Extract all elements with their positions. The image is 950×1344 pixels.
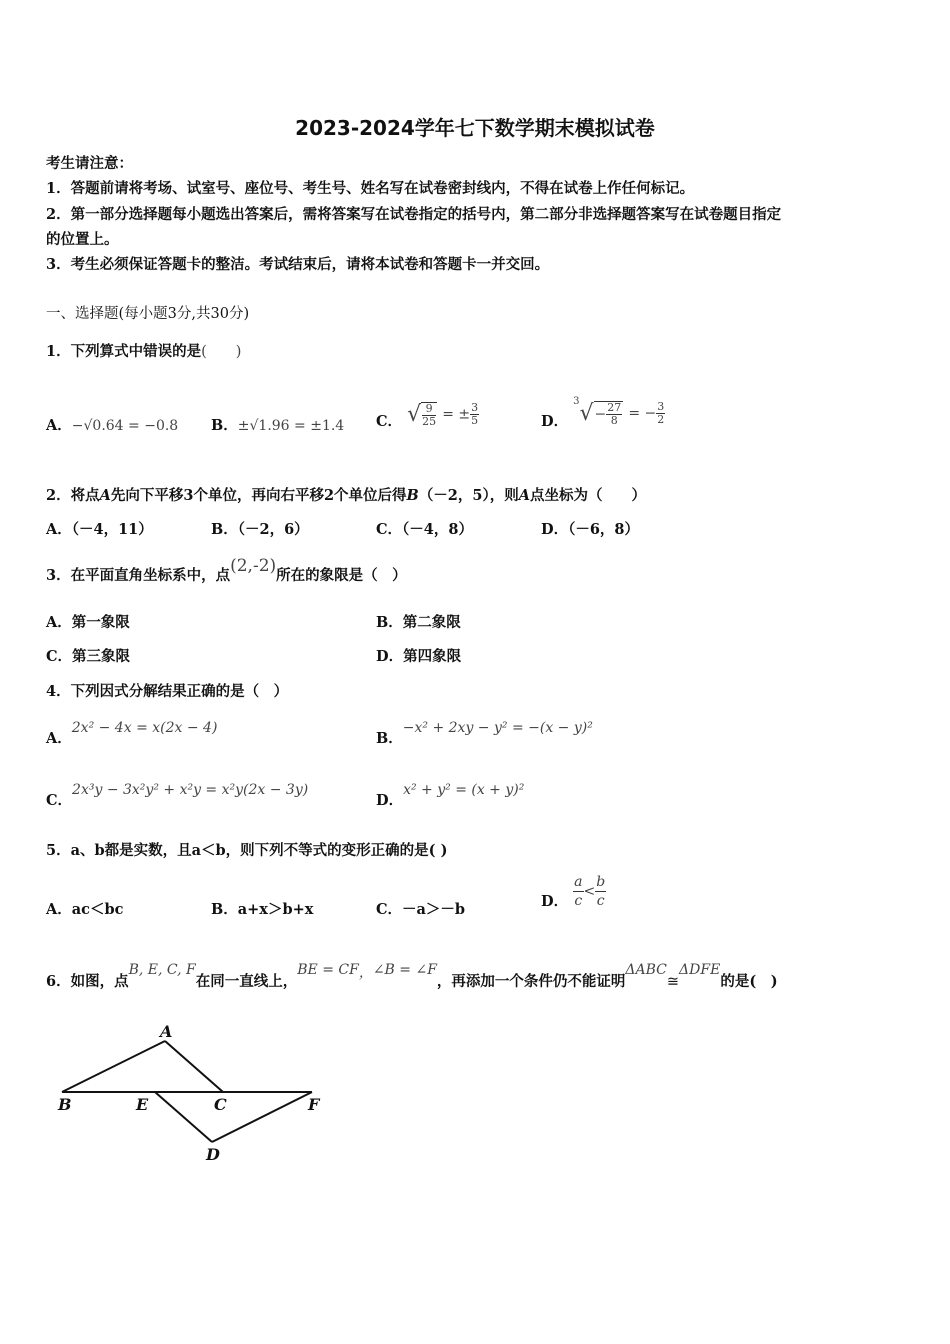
page-title: 2023-2024学年七下数学期末模拟试卷 [295, 116, 655, 140]
q4-d-formula: x² + y² = (x + y)² [403, 782, 525, 798]
q5-option-d: D． $\frac{a}{c}$ < $\frac{b}{c}$ [541, 874, 606, 910]
q4-option-d: D．x² + y² = (x + y)² [376, 782, 525, 809]
q3-stem: 3．在平面直角坐标系中，点(2,-2)所在的象限是（ ） [46, 556, 407, 584]
q6-stem: 6．如图，点B, E, C, F在同一直线上，BE = CF，∠B = ∠F，再添加一个条件仍不能证明ΔABC≅ΔDFE的是( ) [46, 962, 778, 990]
notice-item-2: 2．第一部分选择题每小题选出答案后，需将答案写在试卷指定的括号内，第二部分非选择题答案写在试卷题目指定 [46, 206, 782, 223]
q2-stem: 2．将点A先向下平移3个单位，再向右平移2个单位后得B（－2，5），则A点坐标为（ ） [46, 487, 647, 504]
label-e: E [136, 1095, 149, 1114]
q1-option-a: A．−√0.64 = −0.8 [46, 417, 179, 434]
q3-option-a: A．第一象限 [46, 614, 130, 631]
label-c: C [214, 1095, 227, 1114]
q3-option-b: B．第二象限 [376, 614, 461, 631]
q1-option-d: D． $^3$√− $\frac{27}{8}$ = − $\frac{3}{2}$ [541, 396, 665, 430]
q1-option-b: B．±√1.96 = ±1.4 [211, 417, 345, 434]
q2-option-a: A．（－4，11） [46, 521, 153, 538]
q1-a-formula: −√0.64 = −0.8 [71, 418, 179, 434]
q2-option-d: D．（－6，8） [541, 521, 640, 538]
q4-option-b: B．−x² + 2xy − y² = −(x − y)² [376, 720, 593, 747]
q4-a-formula: 2x² − 4x = x(2x − 4) [71, 720, 218, 736]
notice-item-1: 1．答题前请将考场、试室号、座位号、考生号、姓名写在试卷密封线内，不得在试卷上作任何标记。 [46, 180, 695, 197]
label-d: D [206, 1145, 220, 1164]
q1-paren: ( ) [201, 344, 242, 360]
label-a: A [160, 1022, 173, 1041]
q1-stem: 1．下列算式中错误的是( ) [46, 343, 242, 360]
notice-heading: 考生请注意： [46, 155, 133, 172]
q5-option-b: B．a+x＞b+x [211, 901, 314, 918]
segment-ac [165, 1041, 223, 1092]
q2-option-b: B．（－2，6） [211, 521, 309, 538]
geometry-figure [40, 1015, 340, 1170]
q3-option-d: D．第四象限 [376, 648, 462, 665]
q1-b-formula: ±√1.96 = ±1.4 [237, 418, 345, 434]
q3-option-c: C．第三象限 [46, 648, 131, 665]
q1-d-radical-icon: √ [579, 401, 594, 426]
q4-option-a: A．2x² − 4x = x(2x − 4) [46, 720, 218, 747]
q4-stem: 4．下列因式分解结果正确的是（ ） [46, 683, 289, 700]
section-heading: 一、选择题(每小题3分,共30分) [46, 306, 250, 322]
segment-ab [62, 1041, 165, 1092]
q2-option-c: C．（－4，8） [376, 521, 473, 538]
q5-option-a: A．ac＜bc [46, 901, 124, 918]
q4-b-formula: −x² + 2xy − y² = −(x − y)² [402, 720, 593, 736]
label-f: F [308, 1095, 320, 1114]
segment-ed [155, 1092, 212, 1142]
q1-option-c: C． √ $\frac{9}{25}$ = ± $\frac{3}{5}$ [376, 401, 479, 430]
q1-c-radical-icon: √ [407, 402, 422, 427]
q3-point: (2,-2) [230, 556, 277, 576]
notice-item-3: 3．考生必须保证答题卡的整洁。考试结束后，请将本试卷和答题卡一并交回。 [46, 256, 550, 273]
notice-item-2-cont: 的位置上。 [46, 231, 119, 248]
q4-c-formula: 2x³y − 3x²y² + x²y = x²y(2x − 3y) [72, 782, 309, 798]
q5-option-c: C．－a＞－b [376, 901, 466, 918]
label-b: B [58, 1095, 72, 1114]
q4-option-c: C．2x³y − 3x²y² + x²y = x²y(2x − 3y) [46, 782, 309, 809]
segment-df [212, 1092, 312, 1142]
q5-stem: 5．a、b都是实数，且a＜b，则下列不等式的变形正确的是( ) [46, 842, 448, 859]
